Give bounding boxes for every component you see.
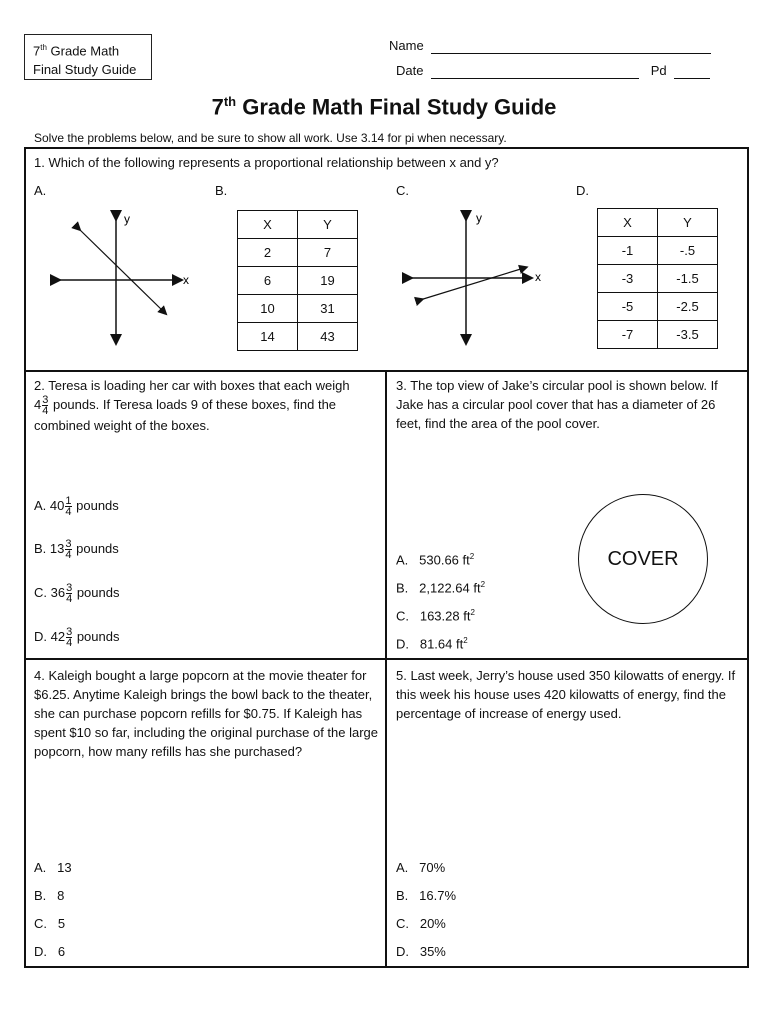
q1-graph-a <box>50 208 200 348</box>
pd-blank[interactable] <box>674 63 710 79</box>
table-row <box>598 293 718 321</box>
table-cell: 2 <box>238 239 298 267</box>
date-blank[interactable] <box>431 63 639 79</box>
table-row <box>598 265 718 293</box>
page-title: 7th Grade Math Final Study Guide <box>211 94 557 120</box>
table-row <box>238 323 358 351</box>
q5-option-b[interactable]: B. 16.7% <box>396 888 457 903</box>
q1c-line <box>420 268 524 300</box>
q1a-line <box>78 228 164 312</box>
pd-label: Pd <box>650 63 667 78</box>
q1a-y-label: y <box>124 212 130 226</box>
course-label-line2: Final Study Guide <box>33 62 137 78</box>
table-row <box>598 209 718 237</box>
q2-option-b[interactable]: B. 13 $\frac{3}{4}$ pounds <box>34 538 119 561</box>
q4-question: 4. Kaleigh bought a large popcorn at the movie theater for $6.25. Anytime Kaleigh brings the bowl back to the theater, she can purchase popcorn refills for $0.75. If Kaleigh has spent $10 so far, including the original purchase of the large popcorn, how many refills has she purchased? <box>34 668 379 759</box>
table-cell: -1.5 <box>658 265 718 293</box>
q4-option-a[interactable]: A. 13 <box>34 860 72 875</box>
table-cell: 10 <box>238 295 298 323</box>
q1c-y-label: y <box>476 211 482 225</box>
q1c-x-label: x <box>535 270 541 284</box>
q5-option-c[interactable]: C. 20% <box>396 916 446 931</box>
q2-option-c[interactable]: C. 36 $\frac{3}{4}$ pounds <box>34 582 120 605</box>
table-cell: 6 <box>238 267 298 295</box>
table-row <box>238 211 358 239</box>
q5-option-a[interactable]: A. 70% <box>396 860 446 875</box>
q2-question <box>34 376 379 435</box>
q3-option-c[interactable]: C. 163.28 $ft^2$ <box>396 608 475 624</box>
q3-option-b[interactable]: B. 2,122.64 $ft^2$ <box>396 580 486 596</box>
table-row <box>598 237 718 265</box>
table-row <box>598 321 718 349</box>
table-cell: 19 <box>298 267 358 295</box>
table-row <box>238 239 358 267</box>
pool-cover-circle <box>578 494 708 624</box>
table-row <box>238 267 358 295</box>
date-label: Date <box>396 63 424 78</box>
table-cell: 43 <box>298 323 358 351</box>
table-row <box>238 295 358 323</box>
table-cell: X <box>598 209 658 237</box>
q5-option-d[interactable]: D. 35% <box>396 944 446 959</box>
q1-table-d <box>597 208 718 349</box>
course-label-line1: 7th Grade Math <box>33 43 120 59</box>
q3-question: 3. The top view of Jake’s circular pool is shown below. If Jake has a circular pool cover that has a diameter of 26 feet, find the area of the pool cover. <box>396 378 718 431</box>
q4-option-d[interactable]: D. 6 <box>34 944 66 959</box>
q1a-x-label: x <box>183 273 189 287</box>
q1-table-b <box>237 210 358 351</box>
q2-line3: combined weight of the boxes. <box>34 418 210 434</box>
q4-option-c[interactable]: C. 5 <box>34 916 66 931</box>
table-cell: -5 <box>598 293 658 321</box>
table-cell: -.5 <box>658 237 718 265</box>
name-label: Name <box>389 38 424 53</box>
q1-question: 1. Which of the following represents a proportional relationship between x and y? <box>34 155 499 170</box>
grid-divider-vertical <box>385 371 387 968</box>
name-blank[interactable] <box>431 38 711 54</box>
table-cell: Y <box>658 209 718 237</box>
table-cell: X <box>238 211 298 239</box>
table-cell: -1 <box>598 237 658 265</box>
q1-label-d: D. <box>576 183 589 198</box>
q3-option-a[interactable]: A. 530.66 $ft^2$ <box>396 552 475 568</box>
q2-option-d[interactable]: D. 42 $\frac{3}{4}$ pounds <box>34 626 120 649</box>
table-cell: -7 <box>598 321 658 349</box>
q2-option-a[interactable]: A. 40 $\frac{1}{4}$ pounds <box>34 495 119 518</box>
q1-label-a: A. <box>34 183 47 198</box>
q1-graph-c <box>402 208 552 348</box>
table-cell: -3.5 <box>658 321 718 349</box>
q1-label-c: C. <box>396 183 409 198</box>
date-field[interactable] <box>396 63 710 79</box>
table-cell: -2.5 <box>658 293 718 321</box>
table-cell: 31 <box>298 295 358 323</box>
course-label-box <box>24 34 152 80</box>
table-cell: 7 <box>298 239 358 267</box>
q3-option-d[interactable]: D. 81.64 $ft^2$ <box>396 636 468 652</box>
table-cell: Y <box>298 211 358 239</box>
q5-question: 5. Last week, Jerry’s house used 350 kilowatts of energy. If this week his house uses 420 kilowatts of energy, find the percentage of increase of energy used. <box>396 668 736 721</box>
q4-option-b[interactable]: B. 8 <box>34 888 65 903</box>
table-cell: 14 <box>238 323 298 351</box>
name-field[interactable] <box>389 38 711 54</box>
q1-label-b: B. <box>215 183 228 198</box>
q2-line2: 4 $\frac{3}{4}$ pounds. If Teresa loads 9 of these boxes, find the <box>34 394 337 418</box>
instructions: Solve the problems below, and be sure to show all work. Use 3.14 for pi when necessary. <box>34 131 507 145</box>
pool-cover-label: COVER <box>607 547 679 570</box>
table-cell: -3 <box>598 265 658 293</box>
q2-line1: 2. Teresa is loading her car with boxes that each weigh <box>34 378 350 393</box>
